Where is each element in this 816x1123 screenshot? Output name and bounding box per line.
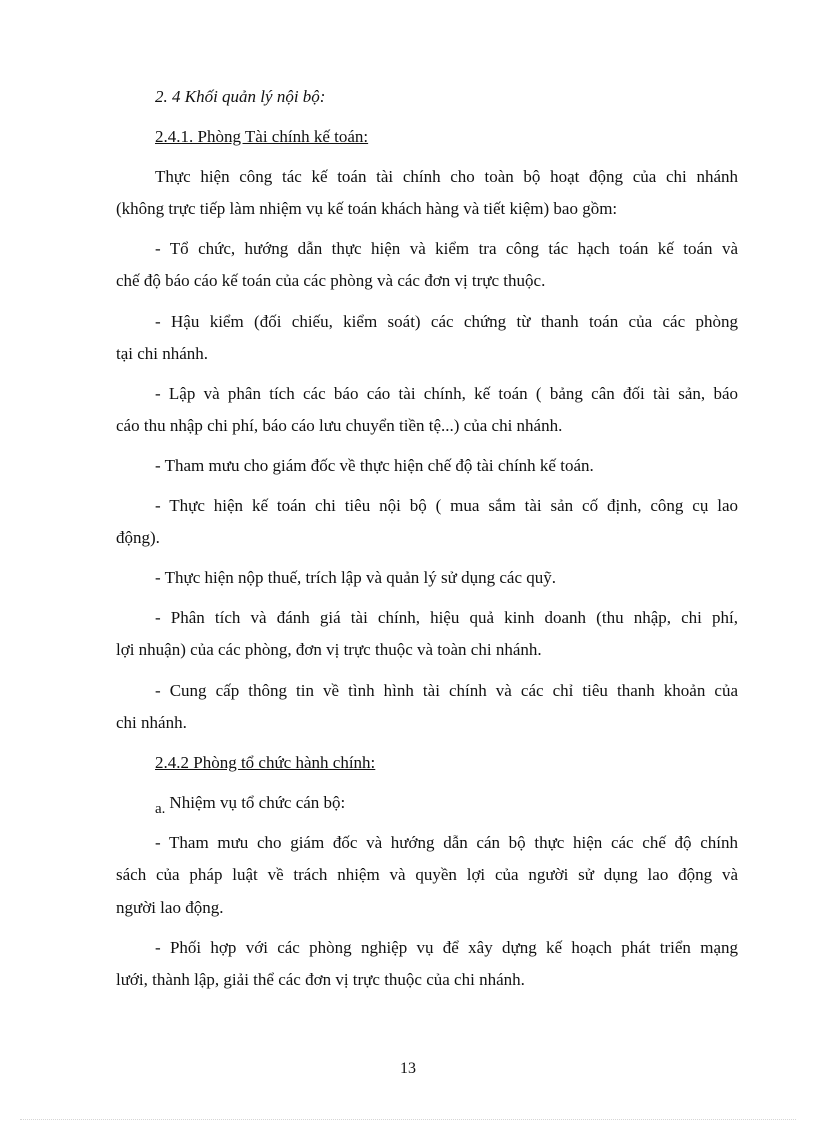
list-item-line: người lao động.	[116, 898, 224, 917]
list-item-line: - Phân tích và đánh giá tài chính, hiệu quả kinh doanh (thu nhập, chi phí,	[155, 608, 738, 627]
list-item-line: chế độ báo cáo kế toán của các phòng và các đơn vị trực thuộc.	[116, 271, 546, 290]
list-item-line: - Lập và phân tích các báo cáo tài chính, kế toán ( bảng cân đối tài sản, báo	[155, 384, 738, 403]
list-item-line: - Hậu kiểm (đối chiếu, kiểm soát) các chứng từ thanh toán của các phòng	[155, 312, 738, 331]
list-item-line: lợi nhuận) của các phòng, đơn vị trực thuộc và toàn chi nhánh.	[116, 640, 542, 659]
list-item-line: tại chi nhánh.	[116, 344, 209, 363]
list-item-line: động).	[116, 528, 160, 547]
list-item-line: - Cung cấp thông tin về tình hình tài chính và các chỉ tiêu thanh khoản của	[155, 681, 738, 700]
list-item-line: - Phối hợp với các phòng nghiệp vụ để xây dựng kế hoạch phát triển mạng	[155, 938, 738, 957]
paragraph-line: (không trực tiếp làm nhiệm vụ kế toán khách hàng và tiết kiệm) bao gồm:	[116, 199, 618, 218]
section-heading: 2. 4 Khối quản lý nội bộ:	[155, 87, 326, 106]
paragraph-line: Thực hiện công tác kế toán tài chính cho toàn bộ hoạt động của chi nhánh	[155, 167, 738, 186]
point-heading	[155, 793, 346, 817]
list-item-line: - Tham mưu cho giám đốc về thực hiện chế độ tài chính kế toán.	[155, 456, 594, 475]
page-number: 13	[400, 1060, 416, 1077]
subsection-title-2-4-2: 2.4.2 Phòng tổ chức hành chính:	[155, 753, 376, 772]
subsection-title-2-4-1: 2.4.1. Phòng Tài chính kế toán:	[155, 127, 369, 146]
list-item-line: lưới, thành lập, giải thể các đơn vị trực thuộc của chi nhánh.	[116, 970, 525, 989]
list-item-line: - Thực hiện nộp thuế, trích lập và quản lý sử dụng các quỹ.	[155, 568, 556, 587]
list-item-line: chi nhánh.	[116, 713, 187, 732]
point-letter: a.	[155, 801, 166, 817]
list-item-line: - Thực hiện kế toán chi tiêu nội bộ ( mua sắm tài sản cố định, công cụ lao	[155, 496, 738, 515]
list-item-line: sách của pháp luật về trách nhiệm và quyền lợi của người sử dụng lao động và	[116, 865, 738, 884]
list-item-line: - Tham mưu cho giám đốc và hướng dẫn cán bộ thực hiện các chế độ chính	[155, 833, 738, 852]
page-bottom-divider	[20, 1119, 796, 1120]
list-item-line: - Tổ chức, hướng dẫn thực hiện và kiểm tra công tác hạch toán kế toán và	[155, 239, 738, 258]
point-title: Nhiệm vụ tổ chức cán bộ:	[169, 793, 346, 812]
list-item-line: cáo thu nhập chi phí, báo cáo lưu chuyển tiền tệ...) của chi nhánh.	[116, 416, 563, 435]
